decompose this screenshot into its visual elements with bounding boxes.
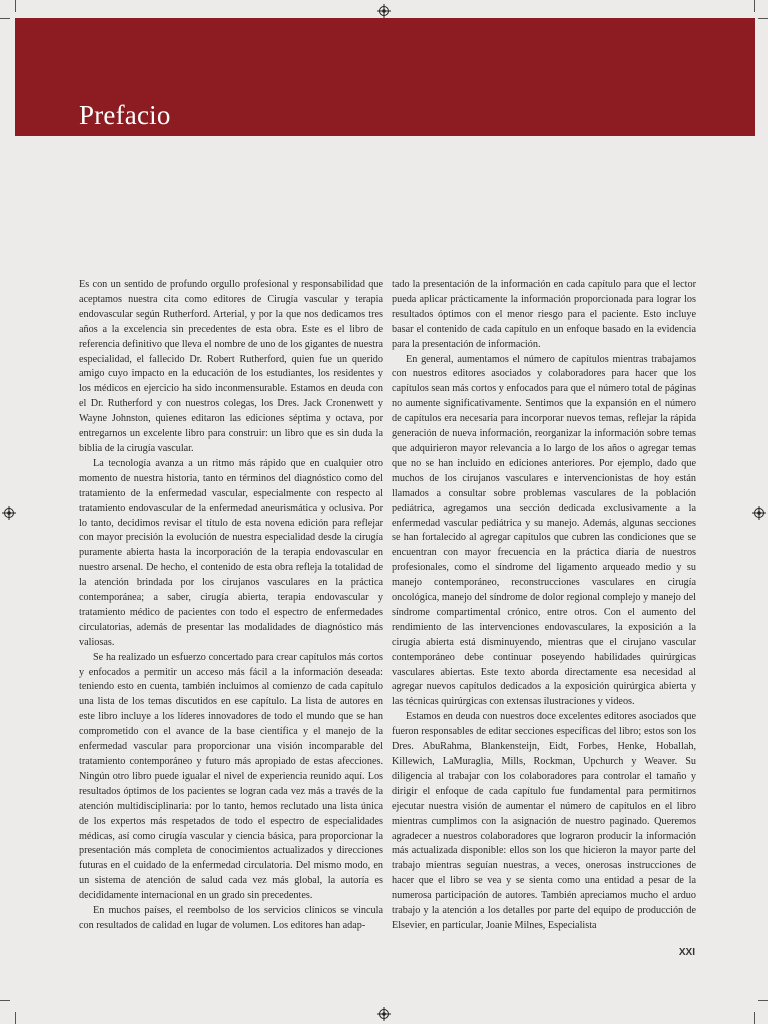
crop-mark-bottom-left-vertical	[15, 1012, 16, 1024]
body-column-right	[392, 278, 696, 934]
registration-mark-top-icon	[377, 4, 391, 18]
registration-mark-bottom-icon	[377, 1007, 391, 1021]
paragraph: En muchos países, el reembolso de los servicios clínicos se vincula con resultados de calidad en lugar de volumen. Los editores han adap-	[79, 905, 383, 931]
paragraph: Estamos en deuda con nuestros doce excelentes editores asociados que fueron responsables de editar secciones específicas del libro; estos son los Dres. AbuRahma, Blankensteijn, Eidt, Forbes, Henke, Hoballah, Killewich, LaMuraglia, Mills, Rockman, Upchurch y Weaver. Su diligencia al trabajar con los colaboradores para controlar el tamaño y dirigir el enfoque de cada capítulo fue fundamental para permitirnos ejecutar nuestra visión de aumentar el número de capítulos en el libro mientras cumplimos con la asignación de nuestro paginado. Queremos agradecer a nuestros colaboradores que lograron producir la información más actualizada disponible: ellos son los que hicieron la mayor parte del trabajo mientras seguían nuestras, a veces, onerosas instrucciones de hacer que el libro se vea y se sienta como una entidad a pesar de la numerosa participación de autores. También apreciamos mucho el arduo trabajo y la atención a los detalles por parte del equipo de producción de Elsevier, en particular, Joanie Milnes, Especialista	[392, 711, 696, 931]
crop-mark-bottom-right-vertical	[754, 1012, 755, 1024]
chapter-title: Prefacio	[79, 100, 171, 130]
paragraph: La tecnología avanza a un ritmo más rápido que en cualquier otro momento de nuestra historia, tanto en términos del diagnóstico como del tratamiento de la enfermedad vascular, especialmente con respecto al tratamiento endovascular de la enfermedad aneurismática y oclusiva. Por lo tanto, decidimos revisar el título de esta novena edición para reflejar con mayor precisión la evolución de nuestra especialidad desde la cirugía puramente abierta hasta la incorporación de la terapia endovascular en nuestro arsenal. De hecho, el contenido de esta obra refleja la totalidad de la atención brindada por los cirujanos vasculares en la práctica contemporánea; a saber, cirugía abierta, terapia endovascular y tratamiento médico de pacientes con todo el espectro de enfermedades circulatorias, además de presentar las modalidades de diagnóstico más valiosas.	[79, 457, 383, 648]
crop-mark-top-left	[0, 18, 10, 19]
crop-mark-bottom-right	[758, 1000, 768, 1001]
crop-mark-top-right-vertical	[754, 0, 755, 12]
crop-mark-top-left-vertical	[15, 0, 16, 12]
crop-mark-top-right	[758, 18, 768, 19]
registration-mark-right-icon	[752, 506, 766, 520]
paragraph: Se ha realizado un esfuerzo concertado para crear capítulos más cortos y enfocados a permitir un acceso más fácil a la información deseada: teniendo esto en cuenta, también incluimos al comienzo de cada capítulo una lista de los temas discutidos en ese capítulo. La lista de autores en este libro incluye a los líderes innovadores de todo el mundo que se han comprometido con el avance de la base científica y el manejo de la enfermedad vascular para proporcionar una visión incomparable del tratamiento contemporáneo y futuro más apropiado de estas afecciones. Ningún otro libro puede igualar el nivel de experiencia reunido aquí. Los resultados óptimos de los pacientes se logran cada vez más a través de la atención multidisciplinaria: por lo tanto, hemos reclutado una lista única de los expertos más respetados de todo el espectro de especialidades médicas, así como cirugía vascular y ciencia básica, para proporcionar la presentación más completa de conocimientos actualizados y direcciones futuras en el cuidado de la enfermedad circulatoria. Del mismo modo, en un sistema de atención de salud cada vez más global, la autoría es decididamente internacional en un grado sin precedentes.	[79, 651, 383, 902]
page-number: XXI	[678, 947, 695, 958]
registration-mark-left-icon	[2, 506, 16, 520]
crop-mark-bottom-left	[0, 1000, 10, 1001]
body-column-left	[79, 278, 383, 934]
paragraph: Es con un sentido de profundo orgullo profesional y responsabilidad que aceptamos nuestra cita como editores de Cirugía vascular y terapia endovascular según Rutherford. Arterial, y por la que nos dedicamos tres años a la excelencia sin precedentes de esta obra. Este es el libro de referencia definitivo que lleva el nombre de uno de los gigantes de nuestra especialidad, el fallecido Dr. Robert Rutherford, quien fue un querido amigo cuyo impacto en la educación de los estudiantes, los residentes y los médicos en ejercicio ha sido inconmensurable. Estamos en deuda con el Dr. Rutherford y con nuestros colegas, los Dres. Jack Cronenwett y Wayne Johnston, quienes editaron las ediciones séptima y octava, por entregarnos un excelente libro para construir: un libro que es sin duda la biblia de la cirugía vascular.	[79, 279, 383, 454]
paragraph: En general, aumentamos el número de capítulos mientras trabajamos con nuestros editores asociados y colaboradores para hacer que los capítulos sean más cortos y enfocados para que el número total de páginas no aumente significativamente. Sentimos que la expansión en el número de capítulos era necesaria para incorporar nuevos temas, reflejar la rápida generación de nueva información, reorganizar la información sobre temas que adquirieron mayor relevancia a lo largo de los años o agregar temas que no se han incluido en ediciones anteriores. Por ejemplo, dado que muchos de los cirujanos vasculares e intervencionistas de hoy están llamados a consultar sobre problemas vasculares de la población pediátrica, agregamos una sección dedicada exclusivamente a la enfermedad vascular pediátrica y su manejo. Además, algunas secciones se han fortalecido al agregar capítulos que cubren las condiciones que se encuentran con mayor frecuencia en la práctica diaria de nuestros profesionales, como el síndrome del ligamento arqueado medio y su manejo contemporáneo, reconstrucciones vasculares en cirugía oncológica, manejo del síndrome de dolor regional complejo y manejo del síndrome compartimental crónico, entre otros. Con el aumento del rendimiento de las intervenciones endovasculares, la exposición a la cirugía abierta está disminuyendo, mientras que el cirujano vascular contemporáneo debe continuar poseyendo habilidades quirúrgicas vasculares abiertas. Este texto aborda directamente esa necesidad al agregar nuevos capítulos dedicados a la exposición quirúrgica abierta y las técnicas quirúrgicas con extensas ilustraciones y videos.	[392, 353, 696, 708]
paragraph: tado la presentación de la información en cada capítulo para que el lector pueda aplicar prácticamente la información proporcionada para lograr los resultados óptimos con el menor riesgo para el paciente. Esto incluye basar el contenido de cada capítulo en un enfoque basado en la evidencia para la presentación de información.	[392, 279, 696, 350]
chapter-header-band	[15, 18, 755, 136]
